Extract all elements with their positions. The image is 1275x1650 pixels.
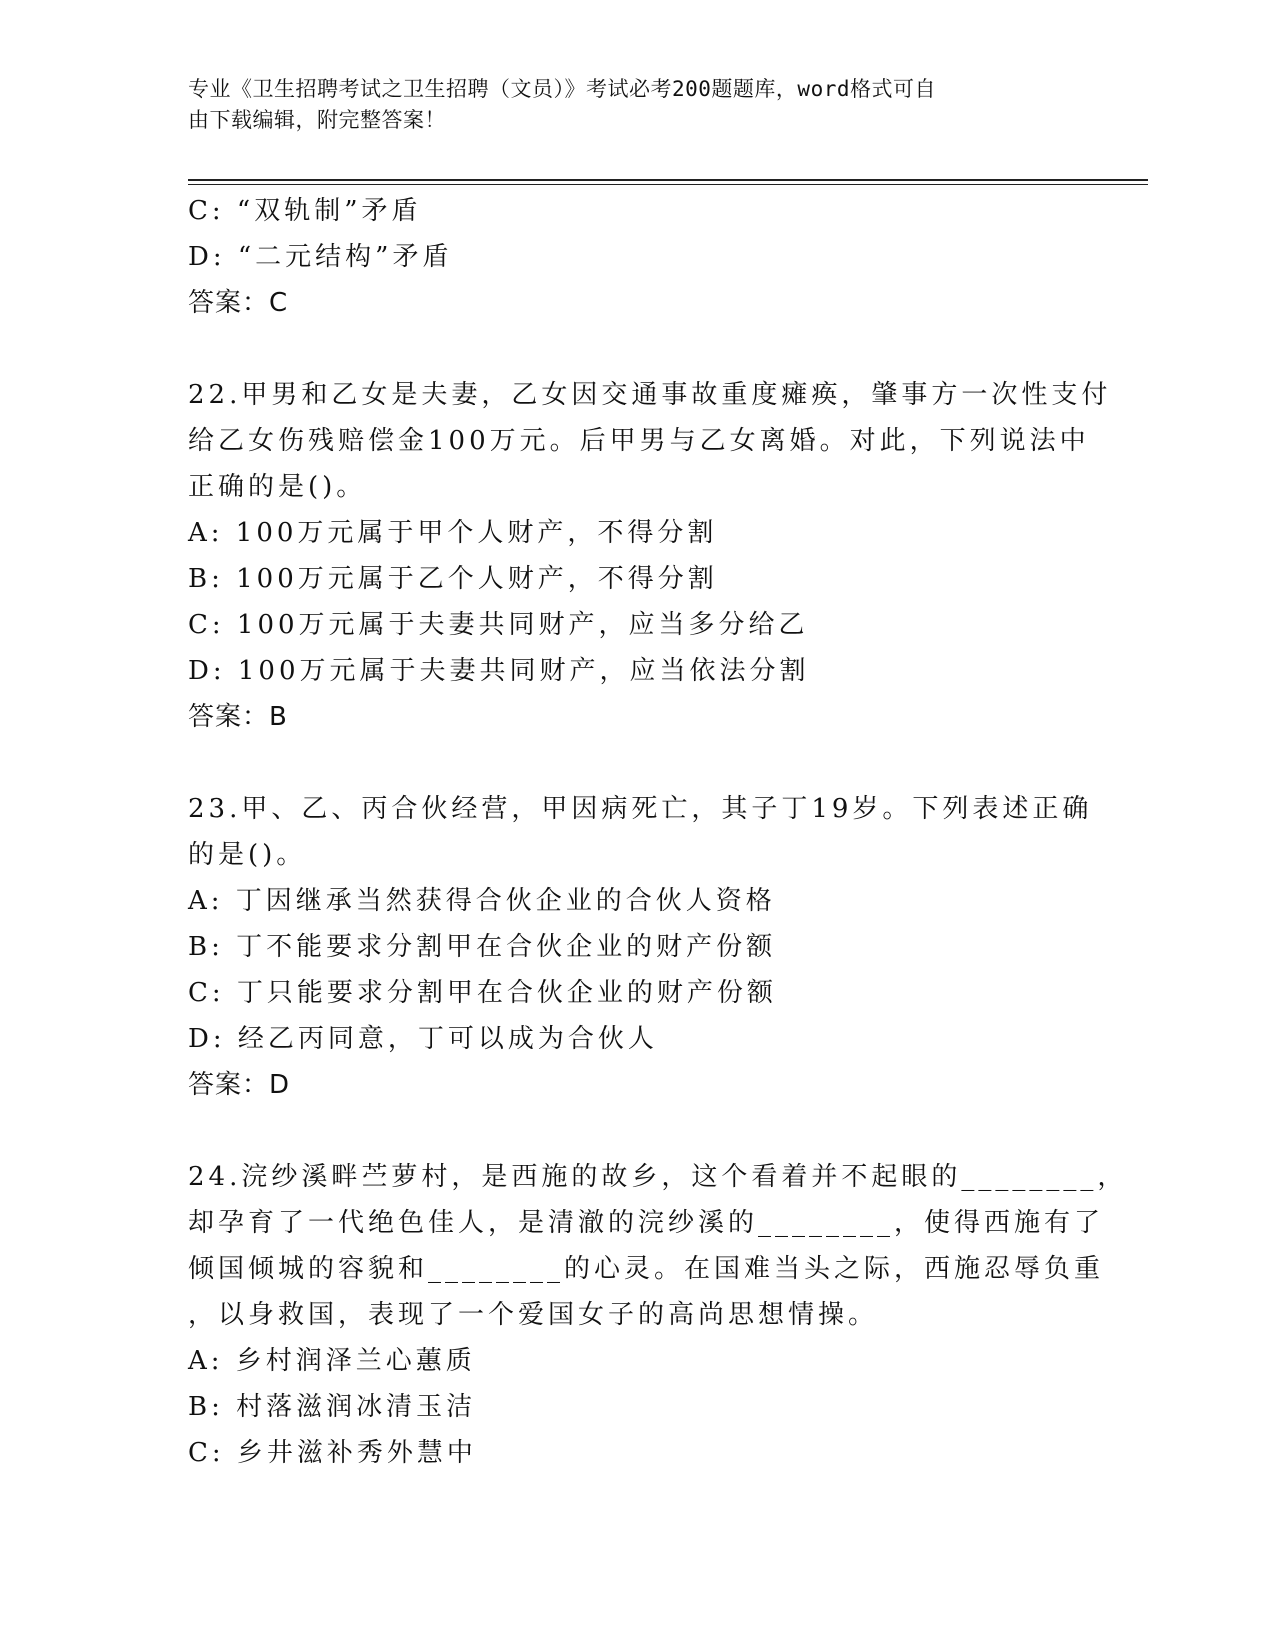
q24-option-b: B: 村落滋润冰清玉洁 [188, 1392, 477, 1422]
q22-stem-line-3: 正确的是()。 [188, 472, 367, 502]
q22-option-a: A: 100万元属于甲个人财产，不得分割 [188, 518, 718, 548]
q23-answer: 答案：D [188, 1070, 291, 1100]
document-body [188, 188, 1148, 1476]
q23-option-b: B: 丁不能要求分割甲在合伙企业的财产份额 [188, 932, 777, 962]
q24-stem-line-2: 却孕育了一代绝色佳人，是清澈的浣纱溪的________，使得西施有了 [188, 1208, 1105, 1238]
q23-option-d: D: 经乙丙同意，丁可以成为合伙人 [188, 1024, 658, 1054]
document-header [188, 74, 1088, 136]
q24-option-a: A: 乡村润泽兰心蕙质 [188, 1346, 476, 1376]
q22-stem-line-1: 22.甲男和乙女是夫妻，乙女因交通事故重度瘫痪，肇事方一次性支付 [188, 380, 1112, 410]
q23-stem-line-2: 的是()。 [188, 840, 307, 870]
header-rule-thin [188, 184, 1148, 185]
q22-answer: 答案：B [188, 702, 288, 732]
q22-stem-line-2: 给乙女伤残赔偿金100万元。后甲男与乙女离婚。对此，下列说法中 [188, 426, 1090, 456]
q24-stem-line-4: ，以身救国，表现了一个爱国女子的高尚思想情操。 [188, 1300, 879, 1330]
q24-stem-line-3: 倾国倾城的容貌和________的心灵。在国难当头之际，西施忍辱负重 [188, 1254, 1105, 1284]
q21-option-c: C: “双轨制”矛盾 [188, 196, 422, 226]
q23-option-c: C: 丁只能要求分割甲在合伙企业的财产份额 [188, 978, 777, 1008]
q23-option-a: A: 丁因继承当然获得合伙企业的合伙人资格 [188, 886, 776, 916]
q21-option-d: D: “二元结构”矛盾 [188, 242, 453, 272]
header-rule-thick [188, 179, 1148, 181]
q22-option-c: C: 100万元属于夫妻共同财产，应当多分给乙 [188, 610, 809, 640]
q22-option-d: D: 100万元属于夫妻共同财产，应当依法分割 [188, 656, 810, 686]
header-line-1: 专业《卫生招聘考试之卫生招聘（文员）》考试必考200题题库，word格式可自 [188, 77, 936, 101]
q22-option-b: B: 100万元属于乙个人财产，不得分割 [188, 564, 718, 594]
q24-option-c: C: 乡井滋补秀外慧中 [188, 1438, 477, 1468]
q21-answer: 答案：C [188, 288, 289, 318]
q23-stem-line-1: 23.甲、乙、丙合伙经营，甲因病死亡，其子丁19岁。下列表述正确 [188, 794, 1093, 824]
q24-stem-line-1: 24.浣纱溪畔苎萝村，是西施的故乡，这个看着并不起眼的________， [188, 1162, 1128, 1192]
header-line-2: 由下载编辑，附完整答案！ [188, 108, 446, 132]
